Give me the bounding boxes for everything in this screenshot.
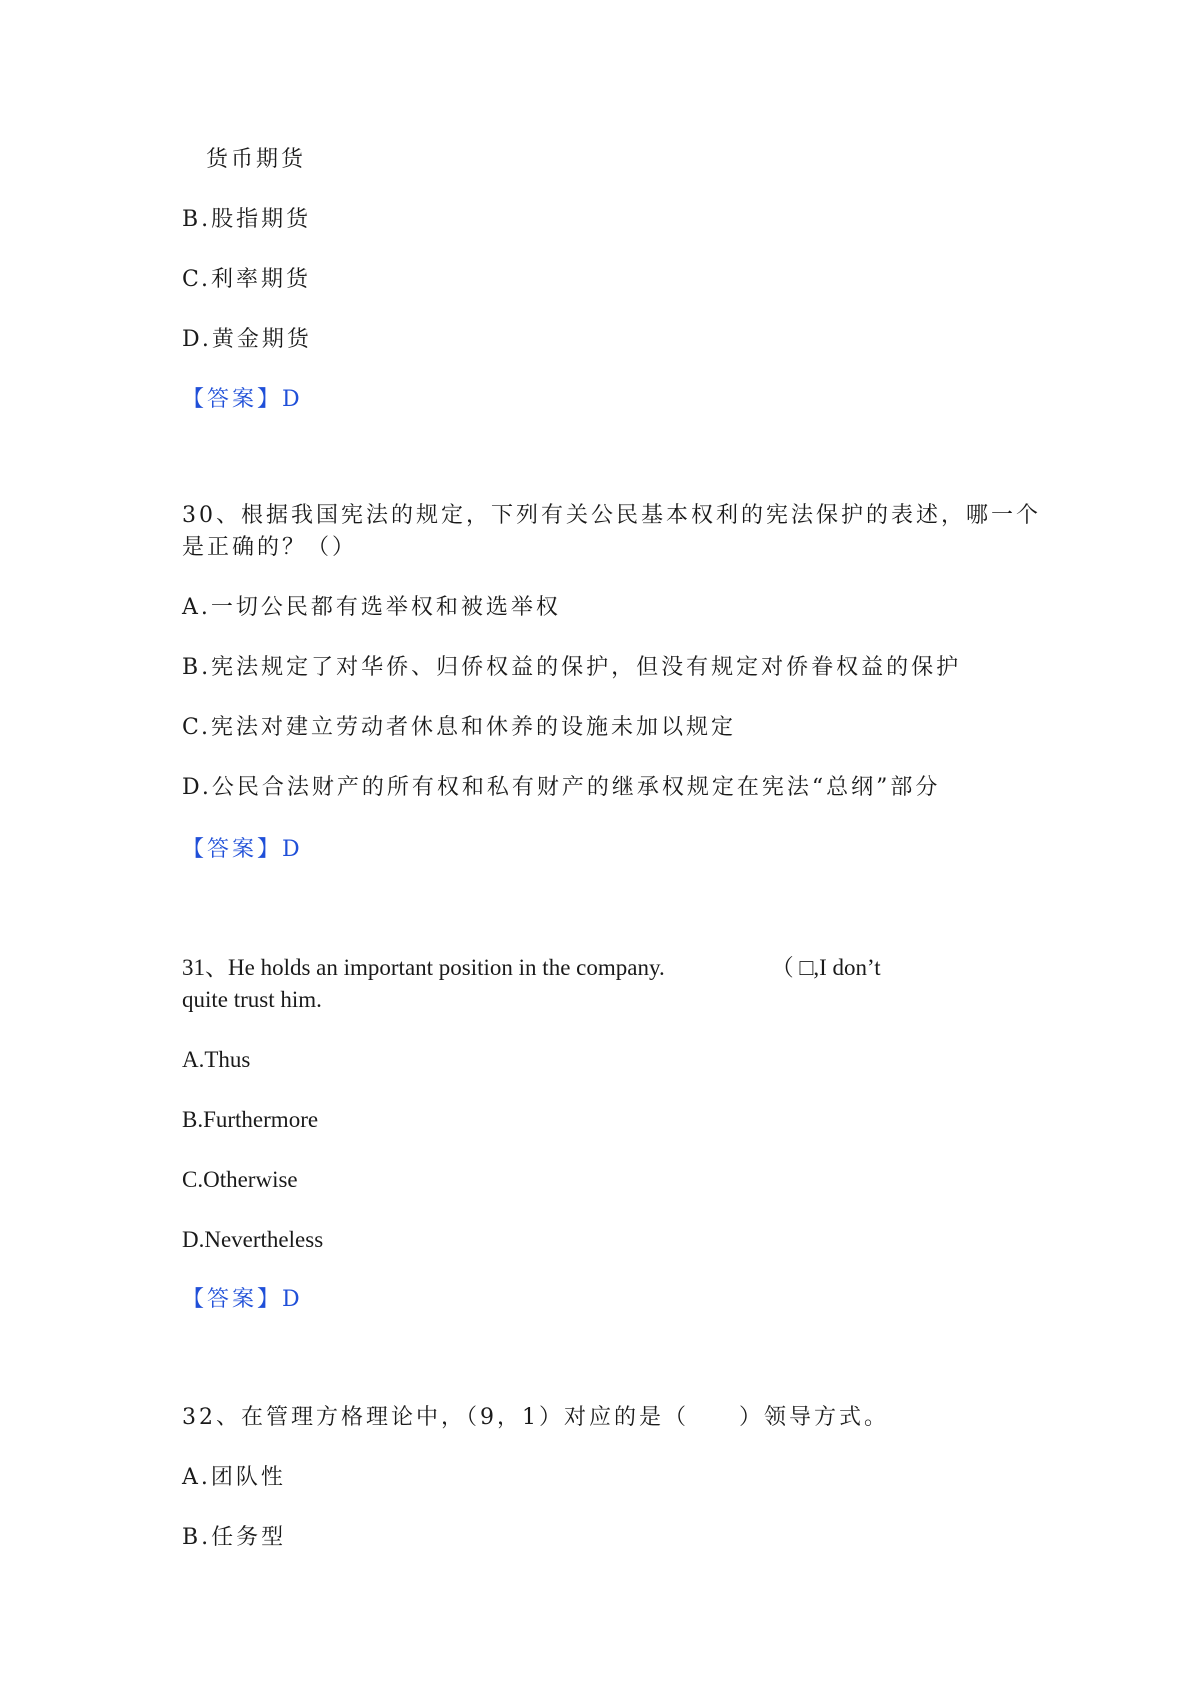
q31-stem-line1 <box>182 952 881 984</box>
q30-option-b: B.宪法规定了对华侨、归侨权益的保护，但没有规定对侨眷权益的保护 <box>182 655 962 680</box>
q32-option-b: B.任务型 <box>182 1525 287 1550</box>
prev-option-d: D.黄金期货 <box>182 327 312 352</box>
q31-stem-line2: quite trust him. <box>182 987 322 1012</box>
q31-option-d: D.Nevertheless <box>182 1227 324 1252</box>
q30-option-a: A.一切公民都有选举权和被选举权 <box>182 595 561 620</box>
q31-stem-blank: （ □,I don’t <box>770 955 881 980</box>
q31-option-c: C.Otherwise <box>182 1167 298 1192</box>
prev-option-b: B.股指期货 <box>182 207 312 232</box>
q32-option-a: A.团队性 <box>182 1465 286 1490</box>
q30-stem-line1: 30、根据我国宪法的规定，下列有关公民基本权利的宪法保护的表述，哪一个 <box>182 503 1041 528</box>
q32-stem: 32、在管理方格理论中，（9，1）对应的是（ ）领导方式。 <box>182 1405 889 1430</box>
q31-stem-text: 31、He holds an important position in the company. <box>182 955 665 980</box>
prev-option-c: C.利率期货 <box>182 267 312 292</box>
q30-answer: 【答案】D <box>182 837 303 862</box>
q31-option-a: A.Thus <box>182 1047 251 1072</box>
q31-option-b: B.Furthermore <box>182 1107 319 1132</box>
q30-option-d: D.公民合法财产的所有权和私有财产的继承权规定在宪法“总纲”部分 <box>182 775 941 800</box>
q31-answer: 【答案】D <box>182 1287 303 1312</box>
q30-option-c: C.宪法对建立劳动者休息和休养的设施未加以规定 <box>182 715 737 740</box>
prev-answer: 【答案】D <box>182 387 303 412</box>
q30-stem-line2: 是正确的？（） <box>182 535 358 560</box>
prev-option-a: 货币期货 <box>206 147 307 172</box>
